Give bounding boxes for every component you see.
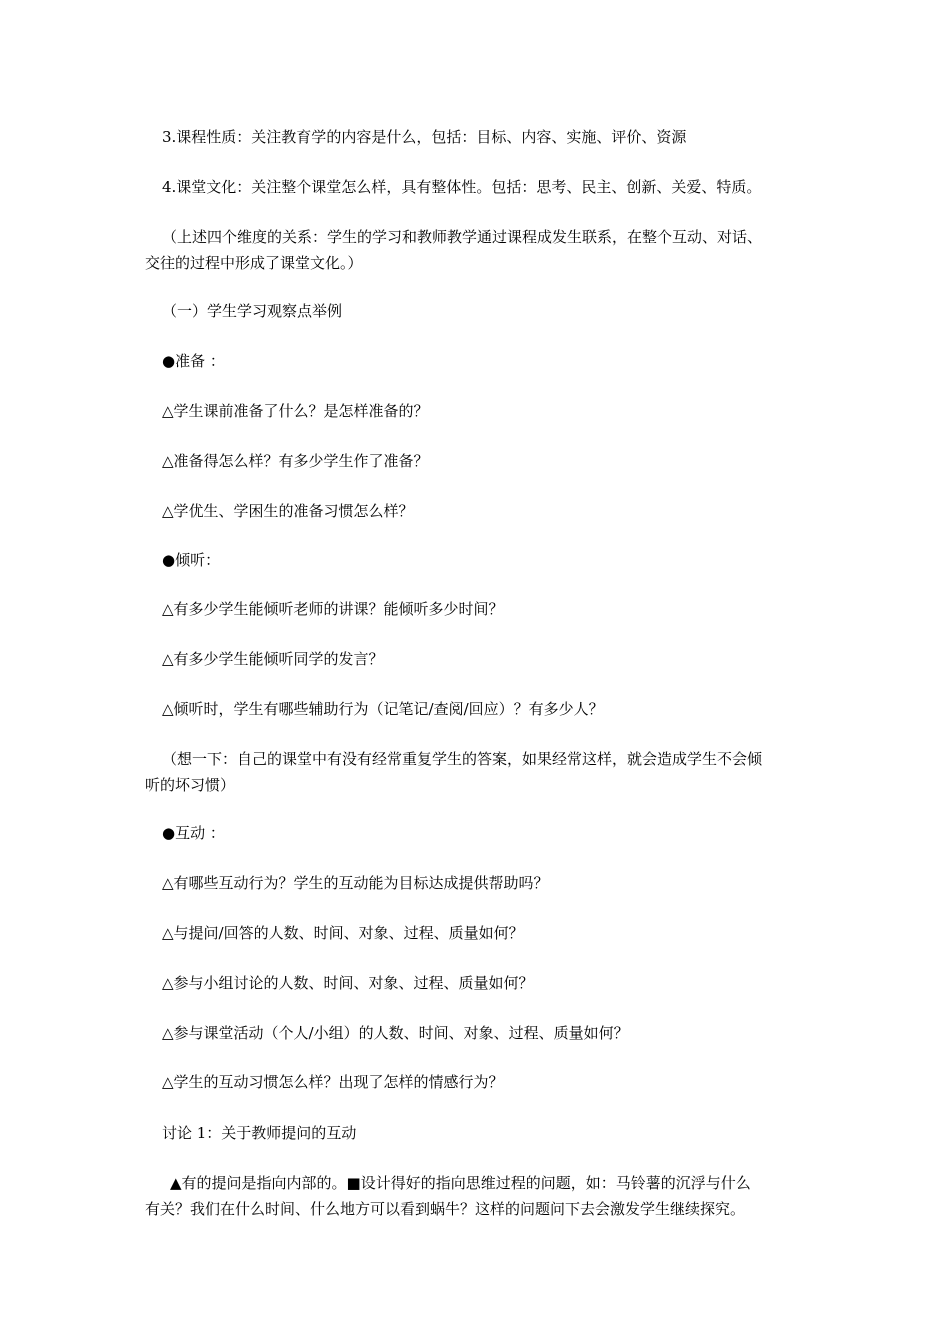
item-preparation-2: △准备得怎么样？有多少学生作了准备？ [162,452,429,470]
item-interaction-1: △有哪些互动行为？学生的互动能为目标达成提供帮助吗？ [162,874,549,892]
item-preparation-3: △学优生、学困生的准备习惯怎么样？ [162,502,414,520]
item-interaction-2: △与提问/回答的人数、时间、对象、过程、质量如何？ [162,924,524,942]
paragraph-relationship-line1: （上述四个维度的关系：学生的学习和教师教学通过课程成发生联系，在整个互动、对话、 [162,228,763,246]
note-think-line1: （想一下：自己的课堂中有没有经常重复学生的答案，如果经常这样，就会造成学生不会倾 [162,750,763,768]
discussion-heading: 讨论 1：关于教师提问的互动 [162,1124,357,1142]
item-listening-1: △有多少学生能倾听老师的讲课？能倾听多少时间？ [162,600,504,618]
item-listening-3: △倾听时，学生有哪些辅助行为（记笔记/查阅/回应）？有多少人？ [162,700,604,718]
paragraph-classroom-culture: 4.课堂文化：关注整个课堂怎么样，具有整体性。包括：思考、民主、创新、关爱、特质。 [162,178,762,196]
discussion-paragraph-line1: ▲有的提问是指向内部的。■设计得好的指向思维过程的问题，如：马铃薯的沉浮与什么 [170,1174,751,1192]
discussion-paragraph-line2: 有关？我们在什么时间、什么地方可以看到蜗牛？这样的问题问下去会激发学生继续探究。 [145,1200,746,1218]
item-interaction-4: △参与课堂活动（个人/小组）的人数、时间、对象、过程、质量如何？ [162,1024,629,1042]
paragraph-relationship-line2: 交往的过程中形成了课堂文化。） [145,254,363,272]
bullet-listening: ●倾听： [162,551,221,569]
bullet-interaction: ●互动 ： [162,824,225,842]
note-think-line2: 听的坏习惯） [145,776,236,794]
bullet-preparation: ●准备 ： [162,352,225,370]
section-heading-student-learning: （一）学生学习观察点举例 [162,302,343,320]
item-listening-2: △有多少学生能倾听同学的发言？ [162,650,384,668]
paragraph-course-nature: 3.课程性质：关注教育学的内容是什么，包括：目标、内容、实施、评价、资源 [162,128,687,146]
item-interaction-5: △学生的互动习惯怎么样？出现了怎样的情感行为？ [162,1073,504,1091]
item-preparation-1: △学生课前准备了什么？是怎样准备的？ [162,402,429,420]
item-interaction-3: △参与小组讨论的人数、时间、对象、过程、质量如何？ [162,974,534,992]
